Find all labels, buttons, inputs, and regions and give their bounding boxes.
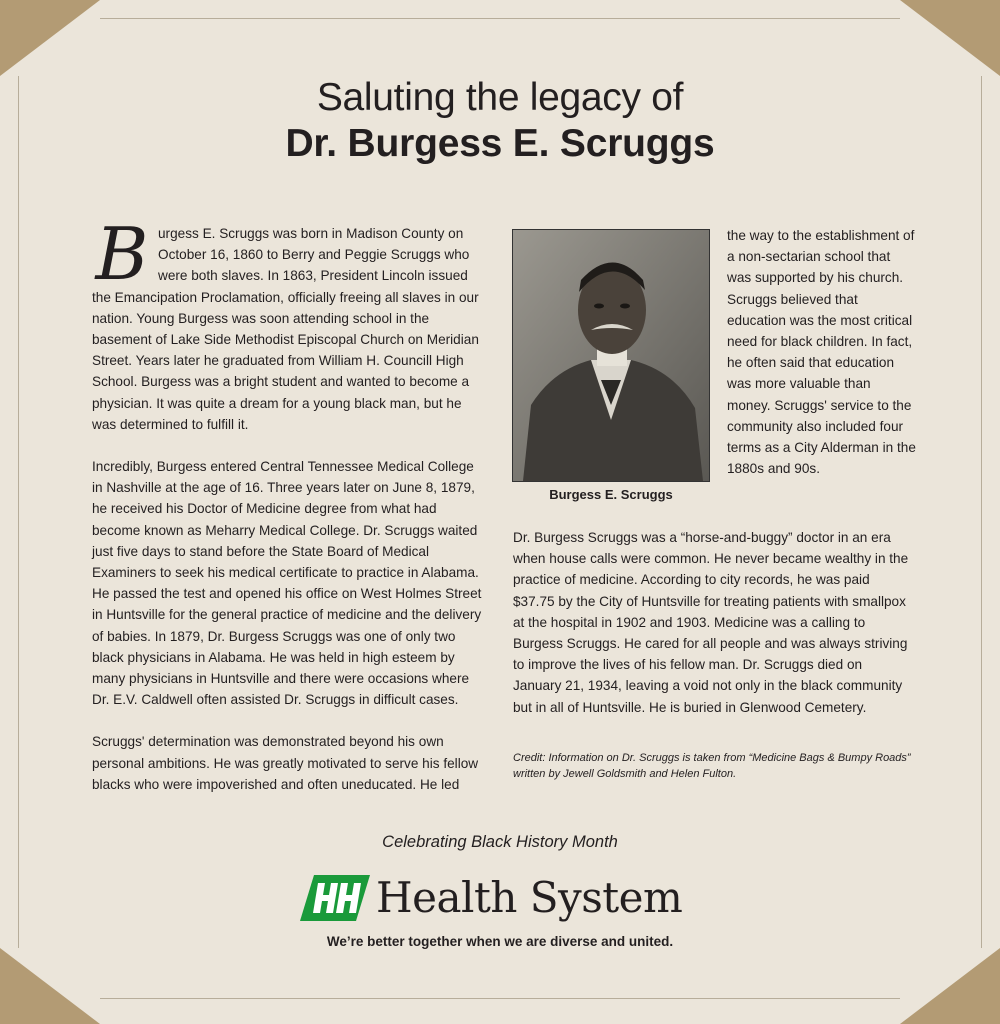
corner-bottom-left xyxy=(0,948,100,1024)
article-right-wide-column xyxy=(513,527,913,718)
portrait-illustration xyxy=(513,230,709,481)
celebrating-heading: Celebrating Black History Month xyxy=(382,833,618,851)
frame-left-line xyxy=(18,76,19,948)
corner-bottom-right xyxy=(900,948,1000,1024)
corner-top-left xyxy=(0,0,100,76)
credit-note: Credit: Information on Dr. Scruggs is taken from “Medicine Bags & Bumpy Roads” written by Jewell Goldsmith and Helen Fulton. xyxy=(513,752,911,780)
portrait-caption: Burgess E. Scruggs xyxy=(549,487,673,502)
frame-bottom-line xyxy=(100,998,900,999)
paragraph-birth-text: urgess E. Scruggs was born in Madison County on October 16, 1860 to Berry and Peggie Scruggs who were both slaves. In 1863, President Lincoln issued the Emancipation Proclamation, officially freeing all slaves in our nation. Young Burgess was soon attending school in the basement of Lake Side Methodist Episcopal Church on Meridian Street. Years later he graduated from William H. Councill High School. Burgess was a bright student and wanted to become a physician. It was quite a dream for a young black man, but he was determined to fulfill it. xyxy=(92,226,479,432)
article-right-narrow-column: the way to the establishment of a non-sectarian school that was supported by his church. Scruggs believed that education was the most critical need for black children. In fact, he often said that education was more valuable than money. Scruggs' service to the community also included four terms as a City Alderman in the 1880s and 90s. xyxy=(727,228,916,477)
logo-text: Health System xyxy=(376,873,683,922)
portrait-photo xyxy=(512,229,710,482)
health-system-logo xyxy=(300,870,720,926)
title-line-1: Saluting the legacy of xyxy=(316,76,684,119)
frame-top-line xyxy=(100,18,900,19)
paragraph-horse-and-buggy: Dr. Burgess Scruggs was a “horse-and-buggy” doctor in an era when house calls were common. He never became wealthy in the practice of medicine. According to city records, he was paid $37.75 by the City of Huntsville for treating patients with smallpox at the hospital in 1902 and 1903. Medicine was a calling to Burgess Scruggs. He cared for all people and was always striving to improve the lives of his fellow man. Dr. Scruggs died on January 21, 1934, leaving a void not only in the black community but in all of Huntsville. He is buried in Glenwood Cemetery. xyxy=(513,530,909,715)
portrait-figure xyxy=(512,229,710,502)
frame-right-line xyxy=(981,76,982,948)
paragraph-medical-college: Incredibly, Burgess entered Central Tennessee Medical College in Nashville at the age of 16. Three years later on June 8, 1879, he received his Doctor of Medicine degree from what had become known as Meharry Medical College. Dr. Scruggs waited just five days to stand before the State Board of Medical Examiners to seek his medical certificate to practice in Alabama. He passed the test and opened his office on West Holmes Street in Huntsville for the general practice of medicine and the delivery of babies. In 1879, Dr. Burgess Scruggs was one of only two black physicians in Alabama. He was held in high esteem by many physicians in Huntsville and there were occasions where Dr. E.V. Caldwell often assisted Dr. Scruggs in difficult cases. xyxy=(92,459,482,708)
article-left-column xyxy=(92,212,488,816)
title-line-2: Dr. Burgess E. Scruggs xyxy=(285,122,715,165)
corner-top-right xyxy=(900,0,1000,76)
drop-cap: B xyxy=(95,212,149,296)
paragraph-determination: Scruggs' determination was demonstrated beyond his own personal ambitions. He was greatly motivated to serve his fellow blacks who were impoverished and often uneducated. He led xyxy=(92,734,479,792)
tagline: We’re better together when we are diverse and united. xyxy=(326,934,674,949)
paragraph-birth xyxy=(92,212,488,435)
hh-logo-icon xyxy=(300,875,370,921)
